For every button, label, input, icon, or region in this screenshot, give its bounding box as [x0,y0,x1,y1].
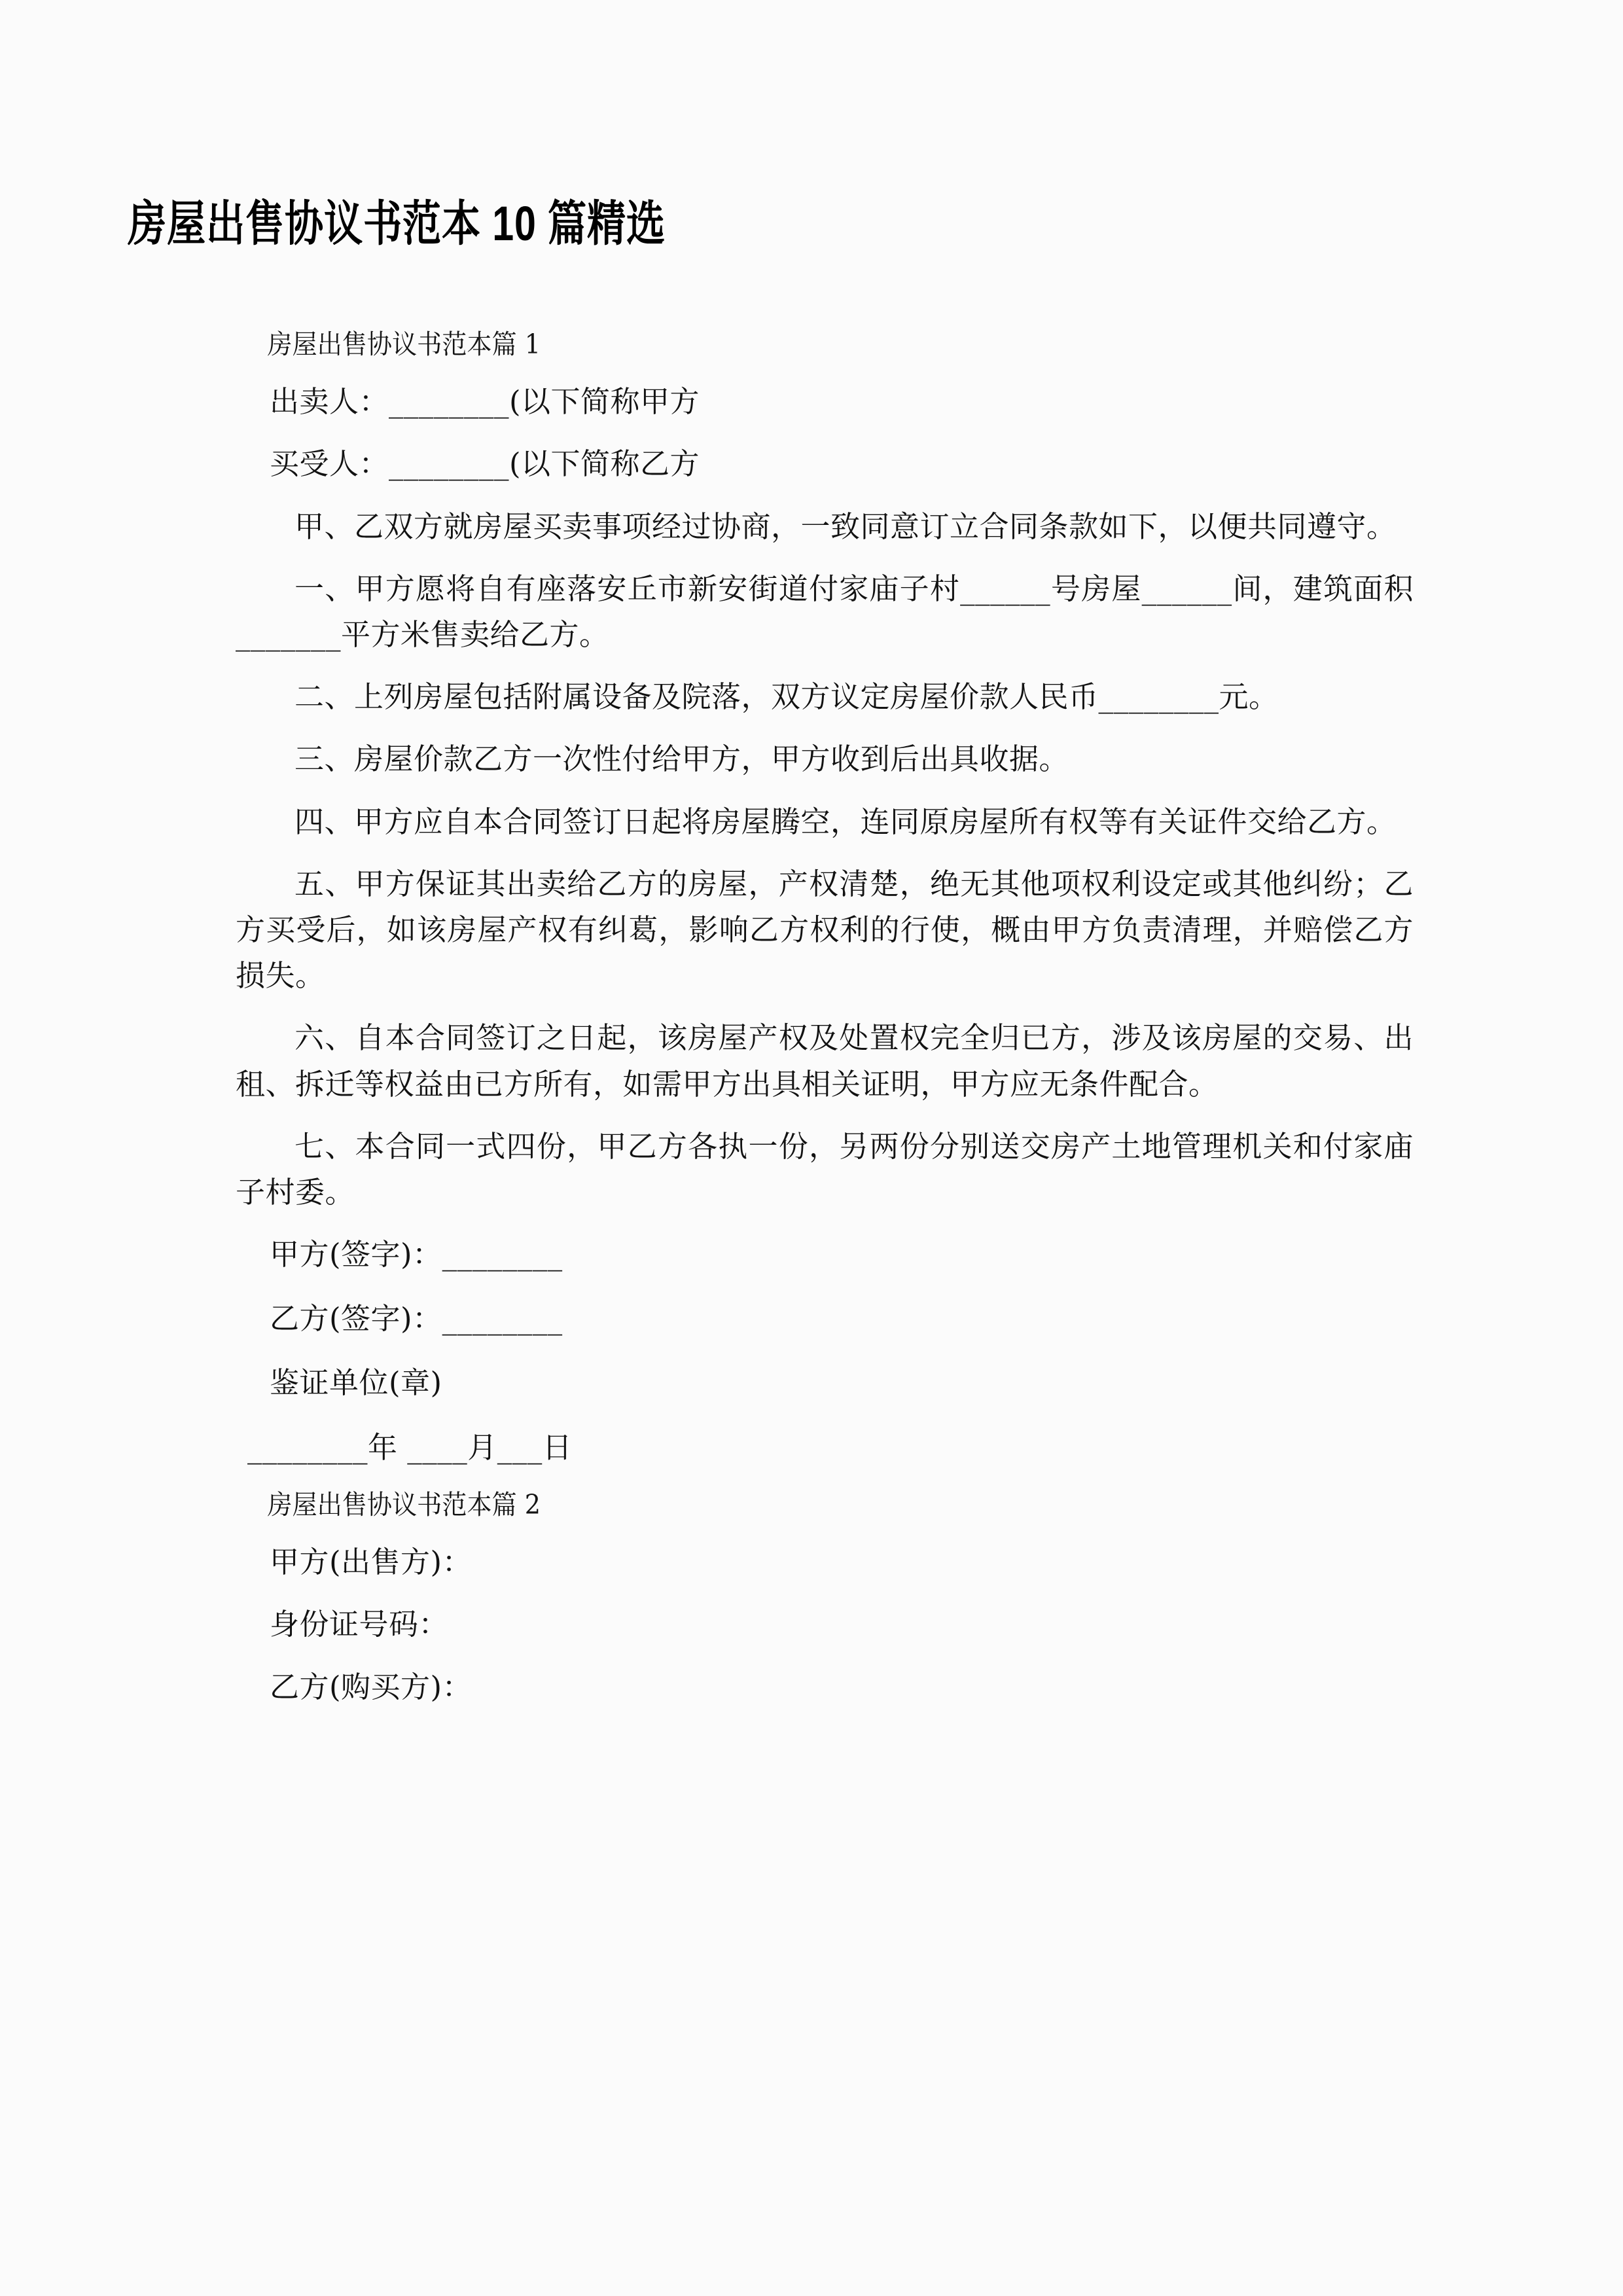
section-1-block [236,327,1414,1727]
witness-organization: 鉴证单位(章) [270,1365,442,1401]
preamble-paragraph: 甲、乙双方就房屋买卖事项经过协商，一致同意订立合同条款如下，以便共同遵守。 [294,509,1397,544]
section-heading-1: 房屋出售协议书范本篇 1 [267,329,541,360]
page-title: 房屋出售协议书范本 10 篇精选 [128,196,666,251]
seller-line: 出卖人：________(以下简称甲方 [270,384,700,420]
signature-party-a: 甲方(签字)：________ [270,1237,563,1272]
date-line: ________年 ____月___日 [247,1429,573,1465]
clause-4: 四、甲方应自本合同签订日起将房屋腾空，连同原房屋所有权等有关证件交给乙方。 [294,804,1397,839]
party-a-seller-line: 甲方(出售方)： [270,1545,473,1580]
clause-2: 二、上列房屋包括附属设备及院落，双方议定房屋价款人民币________元。 [294,679,1279,715]
clause-3: 三、房屋价款乙方一次性付给甲方，甲方收到后出具收据。 [294,742,1069,777]
signature-party-b: 乙方(签字)：________ [270,1301,563,1336]
buyer-line: 买受人：________(以下简称乙方 [270,446,700,482]
clause-5: 五、甲方保证其出卖给乙方的房屋，产权清楚，绝无其他项权利设定或其他纠纷；乙方买受后，如该房屋产权有纠葛，影响乙方权利的行使，概由甲方负责清理，并赔偿乙方损失。 [236,866,1414,994]
clause-7: 七、本合同一式四份，甲乙方各执一份，另两份分别送交房产土地管理机关和付家庙子村委。 [236,1128,1414,1210]
section-heading-2: 房屋出售协议书范本篇 2 [267,1488,541,1520]
clause-1: 一、甲方愿将自有座落安丘市新安街道付家庙子村______号房屋______间，建筑面积_______平方米售卖给乙方。 [236,571,1414,653]
party-b-buyer-line: 乙方(购买方)： [270,1669,473,1704]
id-number-line: 身份证号码： [270,1607,449,1642]
clause-6: 六、自本合同签订之日起，该房屋产权及处置权完全归已方，涉及该房屋的交易、出租、拆迁等权益由已方所有，如需甲方出具相关证明，甲方应无条件配合。 [236,1020,1414,1102]
